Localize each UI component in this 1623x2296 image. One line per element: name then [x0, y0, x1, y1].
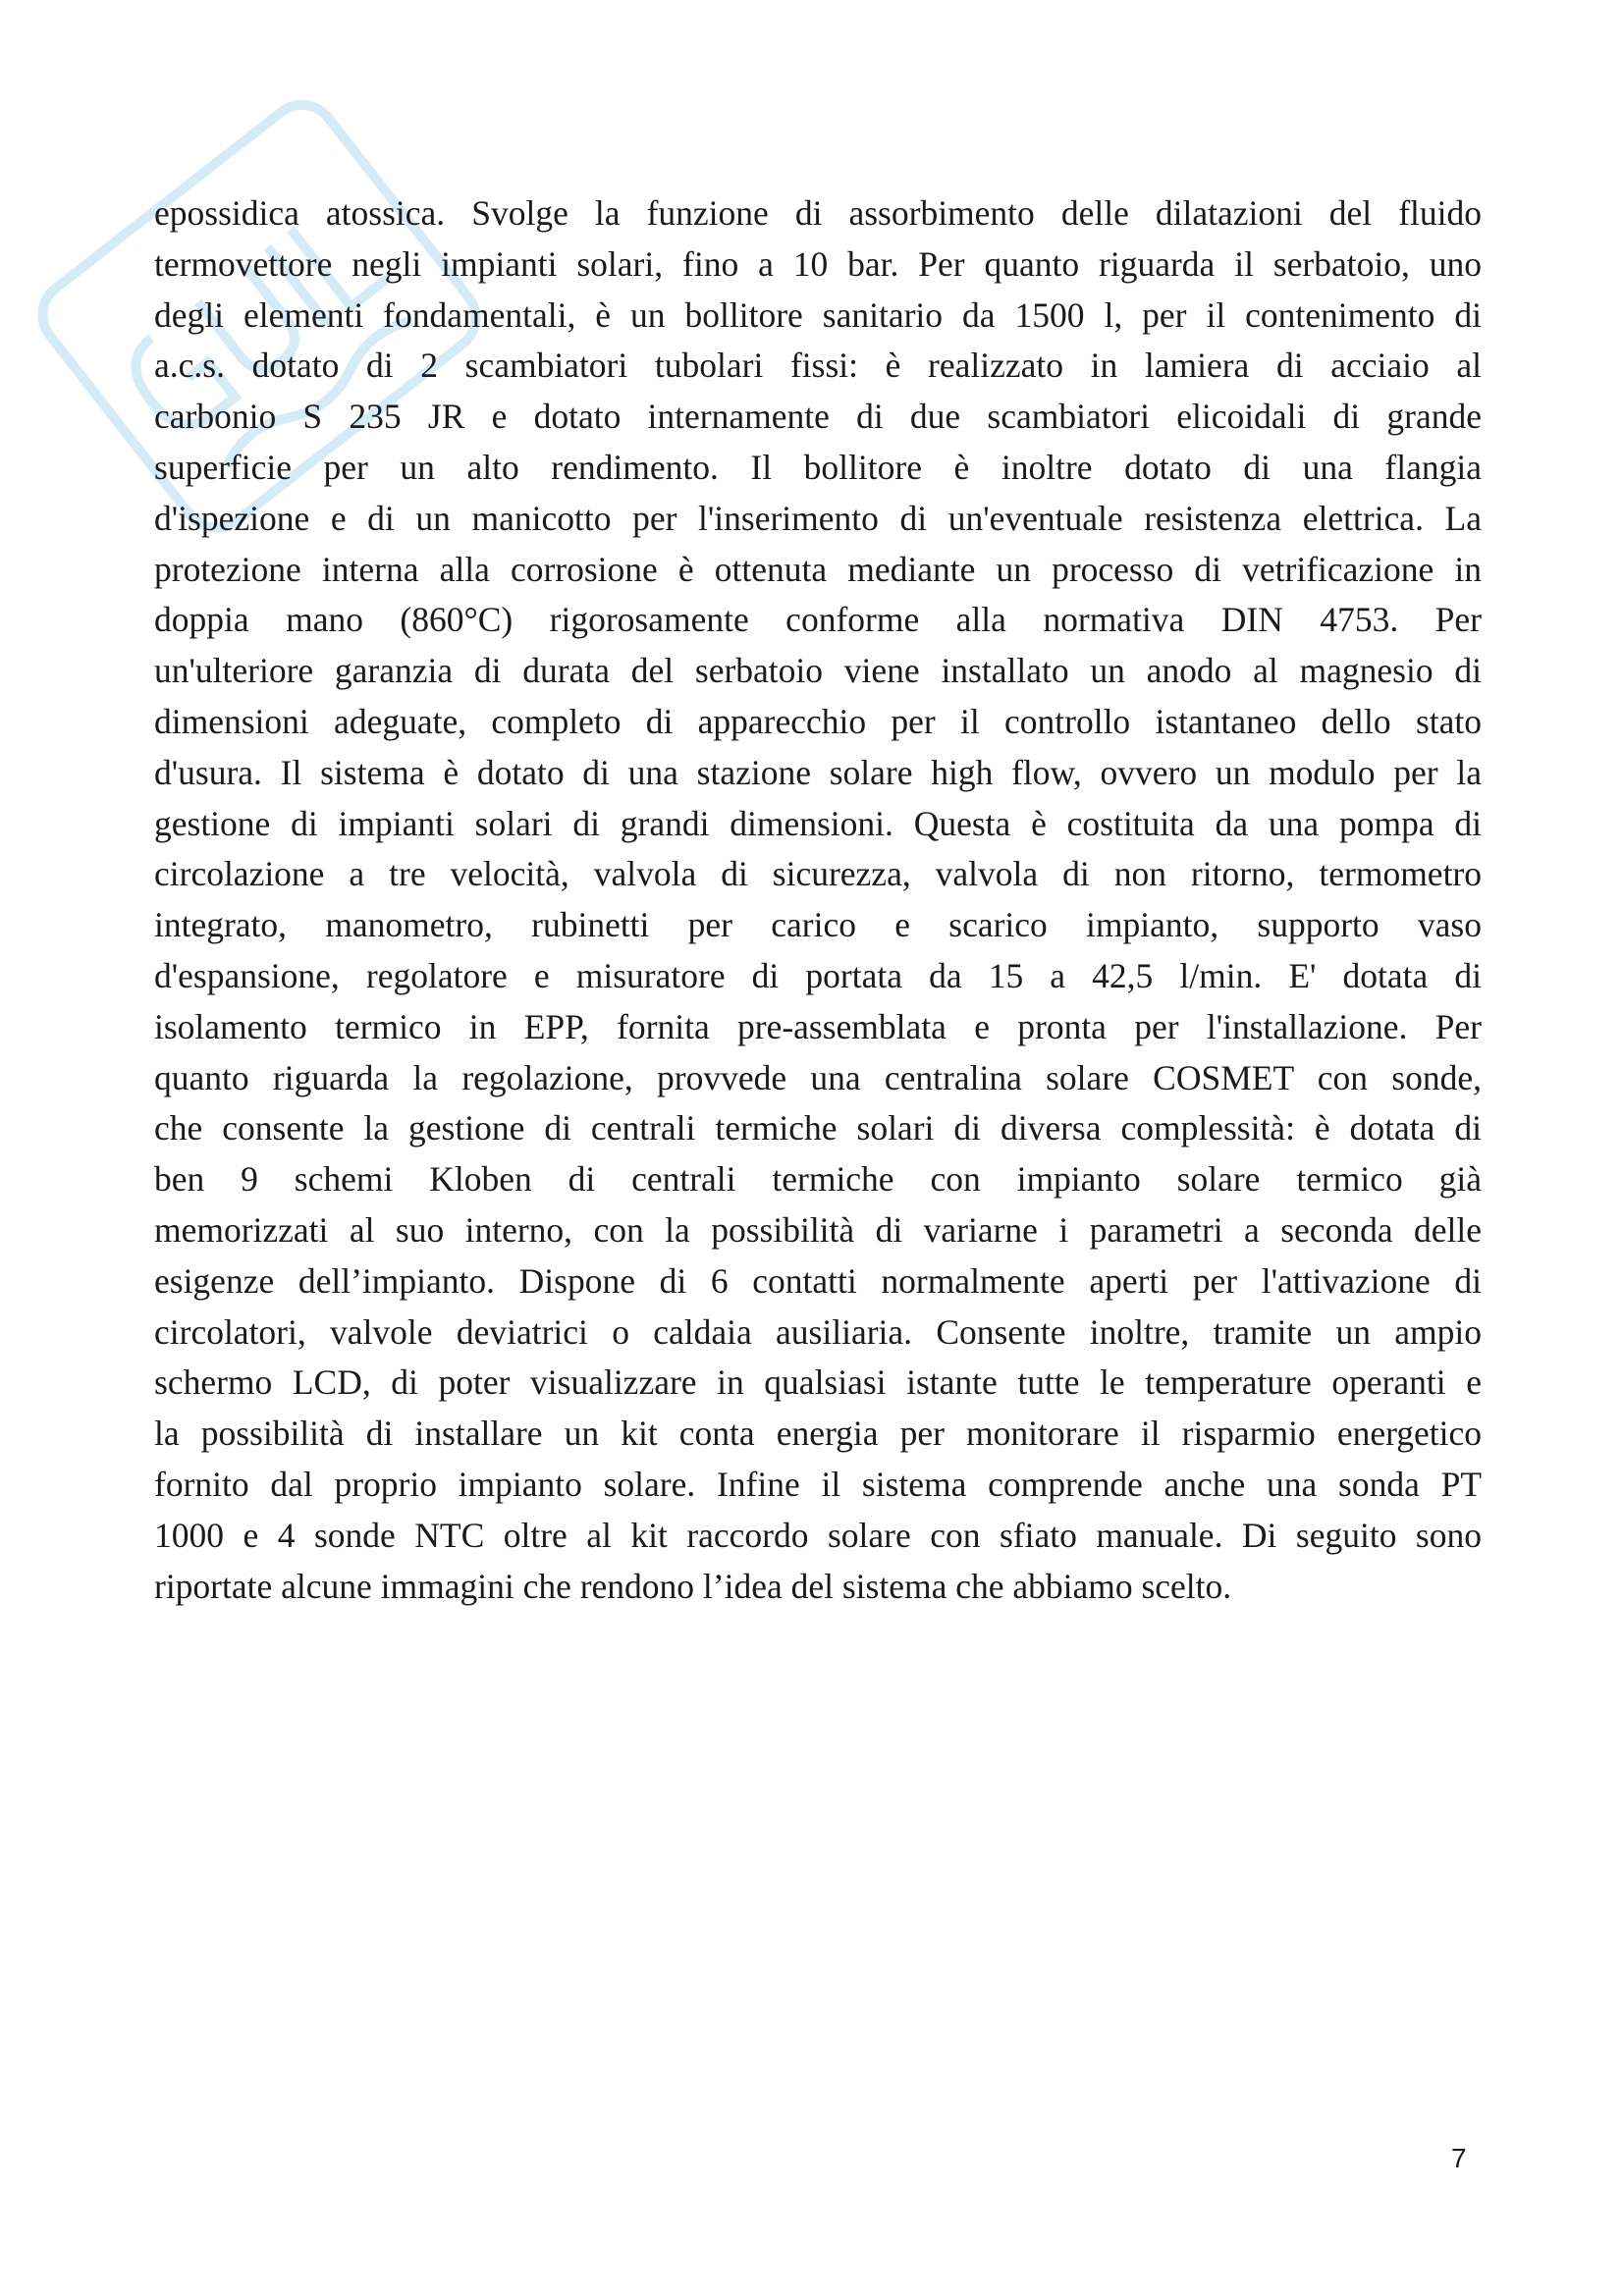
text-line: riportate alcune immagini che rendono l’idea del sistema che abbiamo scelto.: [154, 1566, 1232, 1606]
text-line: fornito dal proprio impianto solare. Infine il sistema comprende anche una sonda PT: [154, 1464, 1482, 1504]
text-line: superficie per un alto rendimento. Il bollitore è inoltre dotato di una flangia: [154, 447, 1482, 487]
text-line: degli elementi fondamentali, è un bollitore sanitario da 1500 l, per il contenimento di: [154, 294, 1482, 335]
text-line: d'usura. Il sistema è dotato di una stazione solare high flow, ovvero un modulo per la: [154, 752, 1482, 792]
text-line: quanto riguarda la regolazione, provvede una centralina solare COSMET con sonde,: [154, 1057, 1482, 1097]
text-line: circolazione a tre velocità, valvola di sicurezza, valvola di non ritorno, termometro: [154, 854, 1482, 894]
text-line: protezione interna alla corrosione è ottenuta mediante un processo di vetrificazione in: [154, 549, 1482, 589]
text-line: isolamento termico in EPP, fornita pre-assemblata e pronta per l'installazione. Per: [154, 1006, 1482, 1046]
text-line: un'ulteriore garanzia di durata del serbatoio viene installato un anodo al magnesio di: [154, 651, 1482, 691]
text-line: integrato, manometro, rubinetti per carico e scarico impianto, supporto vaso: [154, 905, 1482, 945]
text-line: dimensioni adeguate, completo di apparecchio per il controllo istantaneo dello stato: [154, 701, 1482, 741]
text-line: schermo LCD, di poter visualizzare in qualsiasi istante tutte le temperature operanti e: [154, 1362, 1482, 1403]
text-line: d'ispezione e di un manicotto per l'inserimento di un'eventuale resistenza elettrica. La: [154, 498, 1482, 538]
text-line: a.c.s. dotato di 2 scambiatori tubolari fissi: è realizzato in lamiera di acciaio al: [154, 346, 1482, 386]
text-line: d'espansione, regolatore e misuratore di portata da 15 a 42,5 l/min. E' dotata di: [154, 955, 1482, 995]
text-line: ben 9 schemi Kloben di centrali termiche con impianto solare termico già: [154, 1159, 1482, 1200]
page-number: 7: [1451, 2143, 1467, 2173]
text-line: circolatori, valvole deviatrici o caldaia ausiliaria. Consente inoltre, tramite un ampio: [154, 1311, 1482, 1352]
text-line: epossidica atossica. Svolge la funzione di assorbimento delle dilatazioni del fluido: [154, 193, 1482, 233]
text-line: gestione di impianti solari di grandi dimensioni. Questa è costituita da una pompa di: [154, 803, 1482, 843]
text-line: carbonio S 235 JR e dotato internamente di due scambiatori elicoidali di grande: [154, 397, 1482, 437]
text-line: 1000 e 4 sonde NTC oltre al kit raccordo solare con sfiato manuale. Di seguito sono: [154, 1515, 1482, 1555]
text-line: termovettore negli impianti solari, fino a 10 bar. Per quanto riguarda il serbatoio, uno: [154, 243, 1482, 284]
text-line: che consente la gestione di centrali termiche solari di diversa complessità: è dotata di: [154, 1108, 1482, 1148]
text-line: doppia mano (860°C) rigorosamente conforme alla normativa DIN 4753. Per: [154, 600, 1482, 640]
body-paragraph: [154, 188, 1482, 1612]
text-line: la possibilità di installare un kit conta energia per monitorare il risparmio energetico: [154, 1414, 1482, 1454]
text-line: memorizzati al suo interno, con la possibilità di variarne i parametri a seconda delle: [154, 1209, 1482, 1250]
text-line: esigenze dell’impianto. Dispone di 6 contatti normalmente aperti per l'attivazione di: [154, 1260, 1482, 1301]
